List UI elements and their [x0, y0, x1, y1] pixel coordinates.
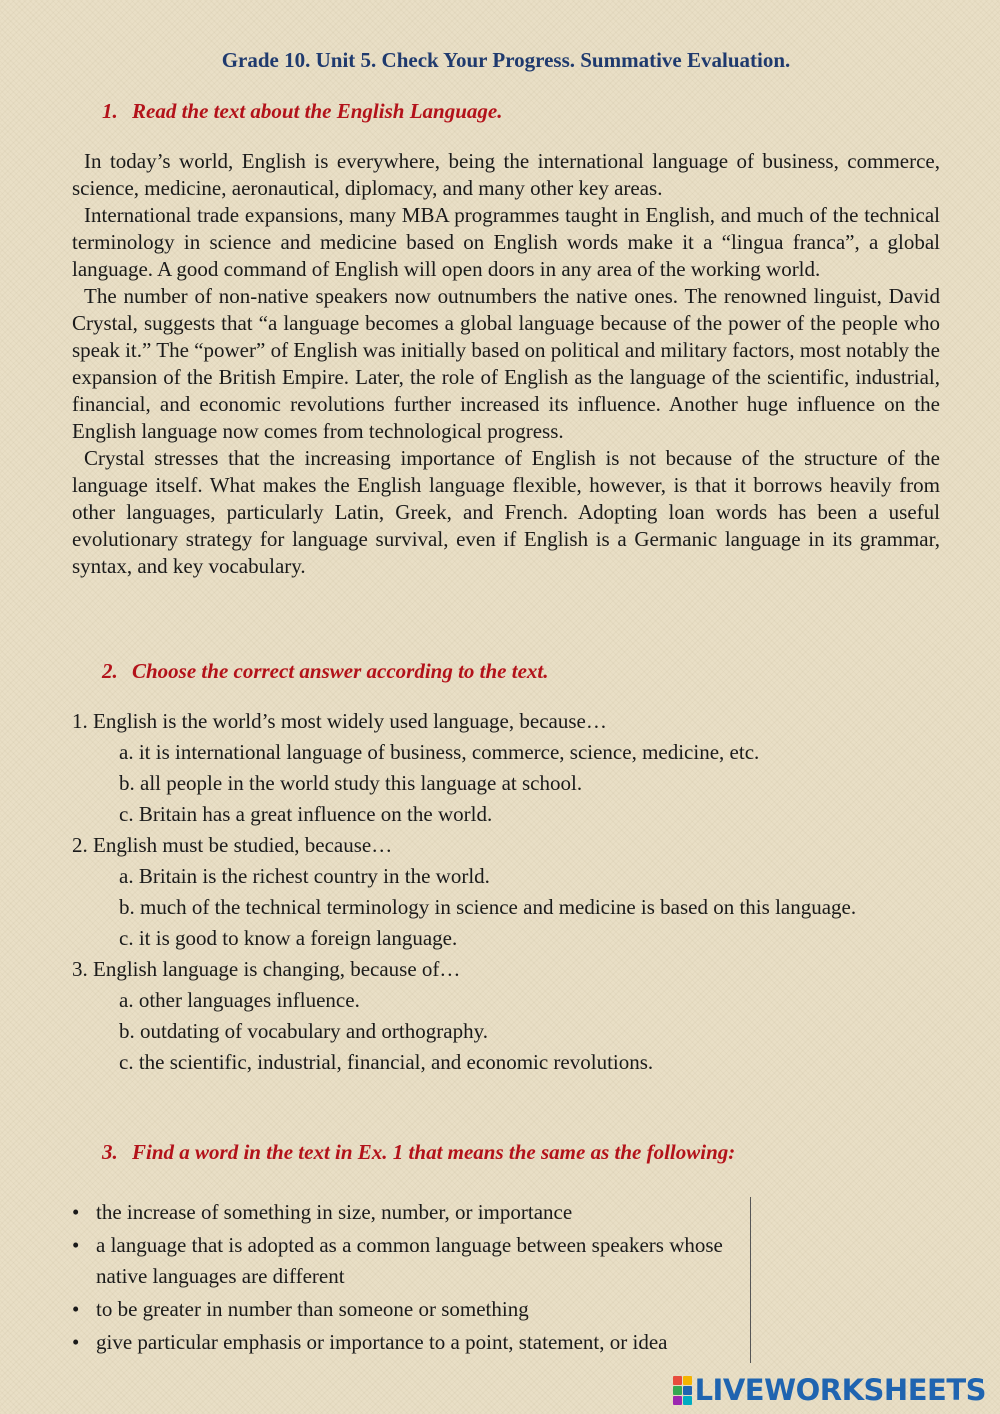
section-1-heading [102, 99, 502, 124]
question-stem: 2. English must be studied, because… [72, 833, 393, 857]
question-stem: 1. English is the world’s most widely used language, because… [72, 709, 607, 733]
definition-text: to be greater in number than someone or something [96, 1297, 529, 1321]
logo-text: LIVEWORKSHEETS [694, 1373, 986, 1407]
answer-option[interactable]: b. much of the technical terminology in science and medicine is based on this language. [119, 895, 857, 919]
bullet-icon: • [72, 1200, 80, 1224]
question-list [72, 706, 932, 1078]
section-number: 3. [102, 1140, 118, 1164]
definition-item [72, 1197, 752, 1228]
definition-item [72, 1294, 752, 1325]
definition-text: a language that is adopted as a common language between speakers whose native languages are different [96, 1233, 723, 1288]
section-heading-text: Find a word in the text in Ex. 1 that means the same as the following: [132, 1140, 736, 1164]
section-3-heading [102, 1140, 735, 1165]
section-heading-text: Read the text about the English Language. [132, 99, 503, 123]
answer-option[interactable]: c. Britain has a great influence on the world. [119, 802, 493, 826]
paragraph: Crystal stresses that the increasing importance of English is not because of the structure of the language itself. What makes the English language flexible, however, is that it borrows heavily from other languages, particularly Latin, Greek, and French. Adopting loan words has been a useful evolutionary strategy for language survival, even if English is a Germanic language in its grammar, syntax, and key vocabulary. [72, 446, 940, 578]
liveworksheets-logo [673, 1373, 986, 1407]
definition-item [72, 1230, 752, 1292]
answer-option[interactable]: a. other languages influence. [119, 988, 360, 1012]
definition-text: the increase of something in size, number, or importance [96, 1200, 573, 1224]
definition-list [72, 1197, 752, 1360]
page-title: Grade 10. Unit 5. Check Your Progress. Summative Evaluation. [221, 48, 791, 72]
paragraph: The number of non-native speakers now outnumbers the native ones. The renowned linguist, David Crystal, suggests that “a language becomes a global language because of the power of the people who speak it.” The “power” of English was initially based on political and military factors, most notably the expansion of the British Empire. Later, the role of English as the language of the scientific, industrial, financial, and economic revolutions further increased its influence. Another huge influence on the English language now comes from technological progress. [72, 284, 940, 443]
section-2-heading [102, 659, 549, 684]
definition-text: give particular emphasis or importance to a point, statement, or idea [96, 1330, 668, 1354]
section-number: 2. [102, 659, 118, 683]
bullet-icon: • [72, 1233, 80, 1257]
reading-text [72, 148, 940, 580]
answer-option[interactable]: c. the scientific, industrial, financial, and economic revolutions. [119, 1050, 654, 1074]
answer-option[interactable]: b. outdating of vocabulary and orthography. [119, 1019, 488, 1043]
definition-item [72, 1327, 752, 1358]
bullet-icon: • [72, 1330, 80, 1354]
section-number: 1. [102, 99, 118, 123]
logo-mark-icon [673, 1376, 692, 1405]
bullet-icon: • [72, 1297, 80, 1321]
answer-option[interactable]: a. Britain is the richest country in the world. [119, 864, 490, 888]
paragraph: International trade expansions, many MBA programmes taught in English, and much of the technical terminology in science and medicine based on English words make it a “lingua franca”, a global language. A good command of English will open doors in any area of the working world. [72, 203, 940, 281]
answer-column-divider [750, 1197, 751, 1363]
paragraph: In today’s world, English is everywhere, being the international language of business, commerce, science, medicine, aeronautical, diplomacy, and many other key areas. [72, 149, 940, 200]
answer-option[interactable]: c. it is good to know a foreign language. [119, 926, 458, 950]
section-heading-text: Choose the correct answer according to the text. [132, 659, 549, 683]
answer-option[interactable]: b. all people in the world study this language at school. [119, 771, 583, 795]
answer-option[interactable]: a. it is international language of business, commerce, science, medicine, etc. [119, 740, 760, 764]
question-stem: 3. English language is changing, because of… [72, 957, 461, 981]
